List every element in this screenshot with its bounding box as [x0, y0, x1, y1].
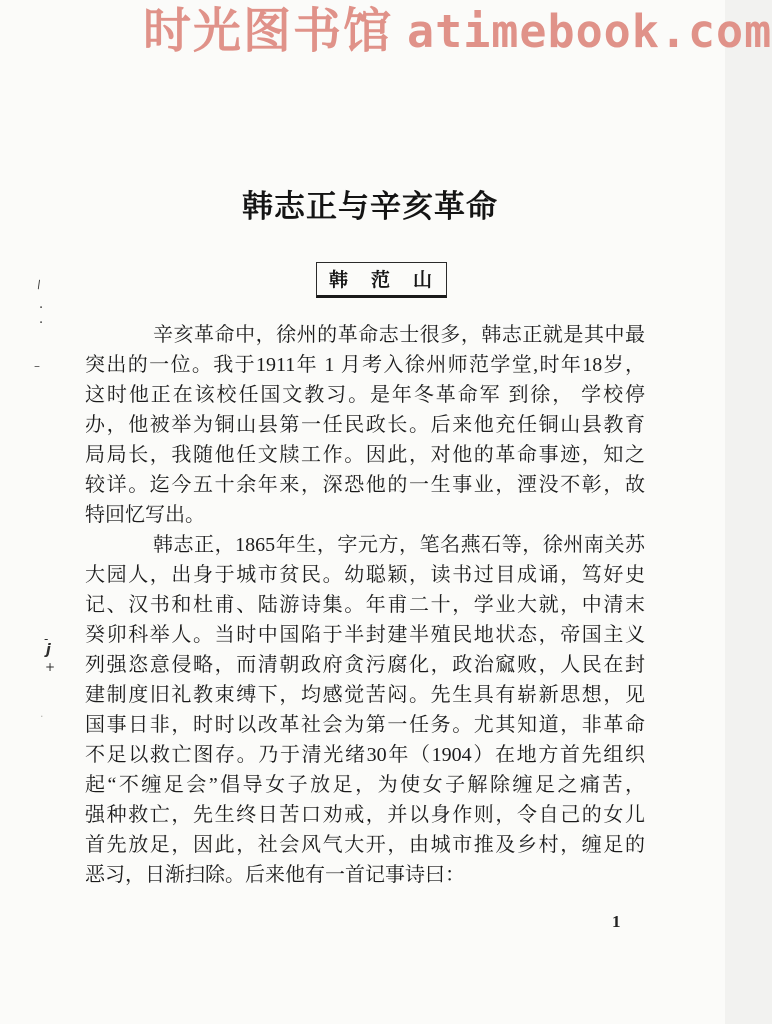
author-name: 韩 范 山	[329, 270, 435, 291]
text-line: 突出的一位。我于1911年 1 月考入徐州师范学堂,时年18岁，	[85, 354, 645, 376]
text-line: 这时他正在该校任国文教习。是年冬革命军 到徐， 学校停	[85, 384, 645, 406]
text-line: 不足以救亡图存。乃于清光绪30年（1904）在地方首先组织	[85, 744, 645, 766]
text-line: 恶习，日渐扫除。后来他有一首记事诗曰：	[85, 864, 465, 886]
text-line: 大园人，出身于城市贫民。幼聪颖，读书过目成诵，笃好史	[85, 564, 645, 586]
text-line: 起“不缠足会”倡导女子放足，为使女子解除缠足之痛苦，	[85, 774, 645, 796]
margin-mark: ·	[39, 301, 44, 316]
text-line: 强种救亡，先生终日苦口劝戒，并以身作则，令自己的女儿	[85, 804, 645, 826]
margin-mark: ·	[39, 316, 44, 331]
margin-mark: \	[34, 277, 44, 292]
margin-mark: ·	[40, 710, 44, 723]
paragraph-1	[85, 320, 645, 530]
article-title: 韩志正与辛亥革命	[242, 189, 498, 224]
margin-mark: +	[45, 660, 56, 674]
margin-mark: –	[34, 359, 40, 373]
margin-mark: -	[44, 632, 49, 646]
watermark	[143, 0, 772, 74]
paragraph-2	[85, 530, 645, 890]
watermark-library-name: 时光图书馆	[143, 3, 394, 59]
watermark-site-text: atimebook.com	[407, 5, 772, 58]
text-line: 局局长，我随他任文牍工作。因此，对他的革命事迹，知之	[85, 444, 645, 466]
text-line: 记、汉书和杜甫、陆游诗集。年甫二十，学业大就，中清末	[85, 594, 645, 616]
page-number: 1	[612, 912, 621, 931]
author-box	[316, 262, 447, 298]
text-line: 首先放足，因此，社会风气大开，由城市推及乡村，缠足的	[85, 834, 645, 856]
text-line: 列强恣意侵略，而清朝政府贪污腐化，政治窳败，人民在封	[85, 654, 645, 676]
text-line: 特回忆写出。	[85, 504, 205, 526]
text-line: 较详。迄今五十余年来，深恐他的一生事业，湮没不彰，故	[85, 474, 645, 496]
text-line: 办，他被举为铜山县第一任民政长。后来他充任铜山县教育	[85, 414, 645, 436]
text-line: 韩志正，1865年生，字元方，笔名燕石等，徐州南关苏	[153, 534, 645, 556]
text-line: 癸卯科举人。当时中国陷于半封建半殖民地状态，帝国主义	[85, 624, 645, 646]
text-line: 国事日非，时时以改革社会为第一任务。尤其知道，非革命	[85, 714, 645, 736]
article-body	[85, 320, 645, 890]
text-line: 辛亥革命中，徐州的革命志士很多，韩志正就是其中最	[153, 324, 645, 346]
text-line: 建制度旧礼教束缚下，均感觉苦闷。先生具有崭新思想，见	[85, 684, 645, 706]
margin-mark: j	[46, 642, 51, 658]
